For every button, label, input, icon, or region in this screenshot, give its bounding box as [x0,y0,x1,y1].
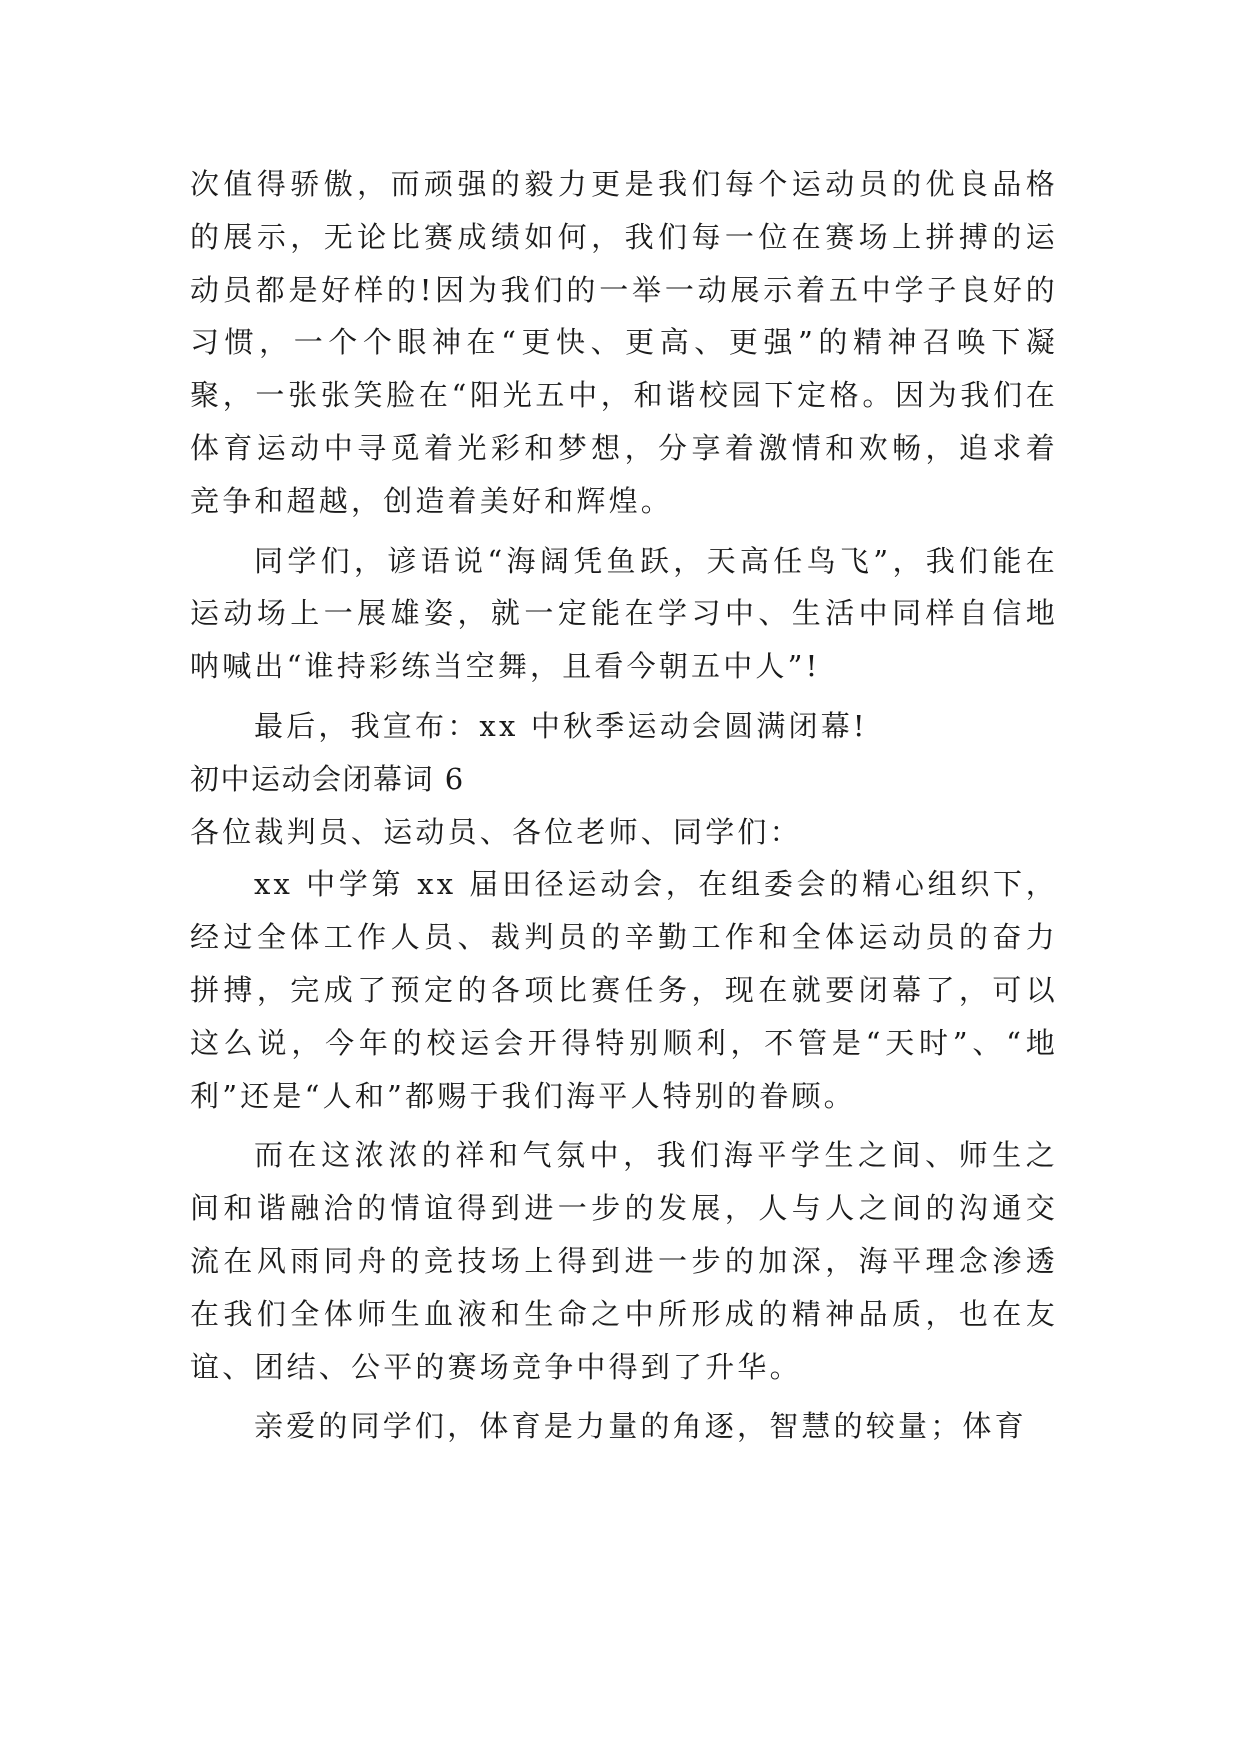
section-heading: 初中运动会闭幕词 6 [190,761,465,796]
paragraph-salutation: 各位裁判员、运动员、各位老师、同学们： [190,814,802,849]
paragraph-proverb: 同学们，谚语说“海阔凭鱼跃，天高任鸟飞”，我们能在运动场上一展雄姿，就一定能在学习中、生活中同样自信地呐喊出“谁持彩练当空舞，且看今朝五中人”! [190,543,1058,684]
paragraph-closing-declaration: 最后，我宣布：xx 中秋季运动会圆满闭幕! [254,708,868,743]
document-body [190,158,1058,1453]
paragraph-continuation: 次值得骄傲，而顽强的毅力更是我们每个运动员的优良品格的展示，无论比赛成绩如何，我们每一位在赛场上拼搏的运动员都是好样的!因为我们的一举一动展示着五中学子良好的习惯，一个个眼神在“更快、更高、更强”的精神召唤下凝聚，一张张笑脸在“阳光五中，和谐校园下定格。因为我们在体育运动中寻觅着光彩和梦想，分享着激情和欢畅，追求着竞争和超越，创造着美好和辉煌。 [190,167,1058,518]
paragraph-harmony: 而在这浓浓的祥和气氛中，我们海平学生之间、师生之间和谐融洽的情谊得到进一步的发展，人与人之间的沟通交流在风雨同舟的竞技场上得到进一步的加深，海平理念渗透在我们全体师生血液和生命之中所形成的精神品质，也在友谊、团结、公平的赛场竞争中得到了升华。 [190,1138,1058,1384]
paragraph-sports-meaning: 亲爱的同学们，体育是力量的角逐，智慧的较量；体育 [254,1409,1027,1444]
paragraph-meet-summary: xx 中学第 xx 届田径运动会，在组委会的精心组织下，经过全体工作人员、裁判员的辛勤工作和全体运动员的奋力拼搏，完成了预定的各项比赛任务，现在就要闭幕了，可以这么说，今年的校运会开得特别顺利，不管是“天时”、“地利”还是“人和”都赐于我们海平人特别的眷顾。 [190,867,1058,1113]
